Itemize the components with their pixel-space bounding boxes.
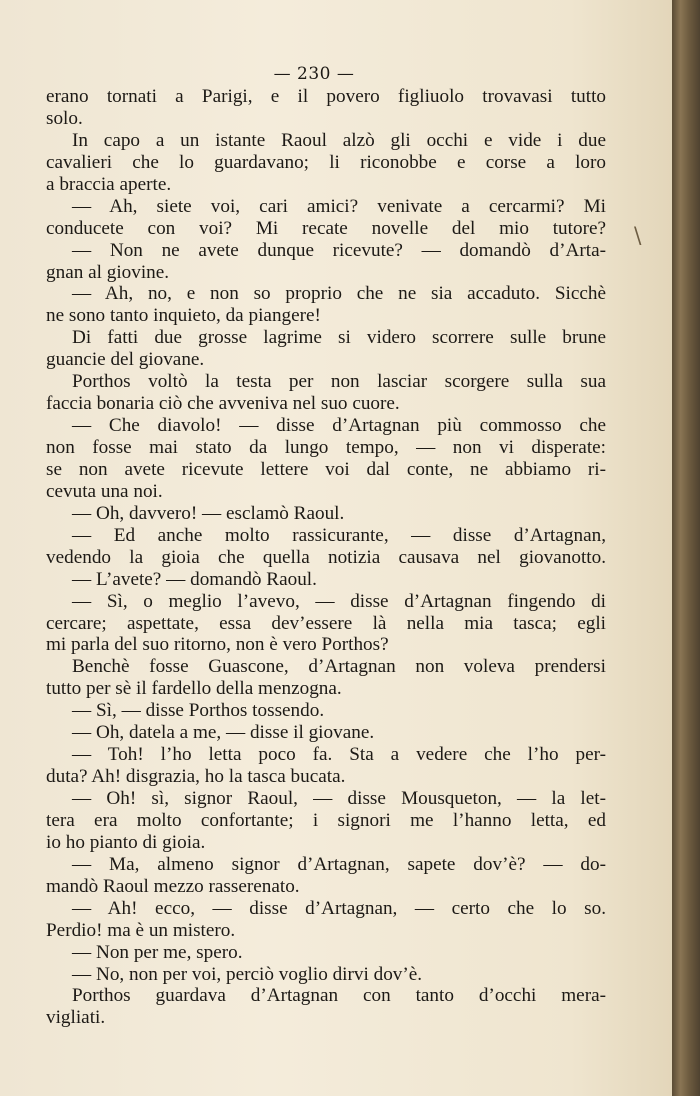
text-line: gnan al giovine. (46, 261, 170, 283)
text-line: — Sì, — disse Porthos tossendo. (72, 700, 325, 722)
text-line: faccia bonaria ciò che avveniva nel suo cuore. (46, 393, 400, 415)
text-line: Perdio! ma è un mistero. (46, 919, 236, 941)
text-line: In capo a un istante Raoul alzò gli occhi e vide i due (72, 129, 606, 151)
text-line: — Toh! l’ho letta poco fa. Sta a vedere che l’ho per- (72, 744, 606, 766)
text-line: — Ed anche molto rassicurante, — disse d’Artagnan, (72, 524, 606, 546)
text-line: Benchè fosse Guascone, d’Artagnan non voleva prendersi (72, 656, 606, 678)
text-line: cercare; aspettate, essa dev’essere là nella mia tasca; egli (46, 612, 606, 634)
text-line: se non avete ricevute lettere voi dal conte, ne abbiamo ri- (46, 458, 606, 480)
text-line: vigliati. (46, 1007, 106, 1029)
margin-pencil-mark: \ (634, 224, 642, 249)
text-line: — Ma, almeno signor d’Artagnan, sapete dov’è? — do- (72, 853, 606, 875)
text-line: — Oh, davvero! — esclamò Raoul. (72, 502, 345, 524)
text-line: — Ah, no, e non so proprio che ne sia accaduto. Sicchè (72, 283, 606, 305)
text-line: mandò Raoul mezzo rasserenato. (46, 875, 300, 897)
text-line: non fosse mai stato da lungo tempo, — non vi disperate: (46, 437, 606, 458)
text-line: — L’avete? — domandò Raoul. (72, 568, 317, 590)
text-line: duta? Ah! disgrazia, ho la tasca bucata. (46, 766, 346, 788)
page-body-text (46, 86, 606, 1029)
text-line: guancie del giovane. (46, 349, 205, 371)
text-line: conducete con voi? Mi recate novelle del mio tutore? (46, 217, 606, 239)
text-line: cavalieri che lo guardavano; li riconobbe e corse a loro (46, 151, 606, 173)
text-line: Di fatti due grosse lagrime si videro scorrere sulle brune (72, 327, 606, 349)
text-line: — Non per me, spero. (72, 941, 243, 963)
text-line: tutto per sè il fardello della menzogna. (46, 678, 342, 700)
book-spine (672, 0, 700, 1096)
text-line: io ho pianto di gioia. (46, 831, 206, 853)
page-number: — 230 — (273, 64, 355, 84)
text-line: erano tornati a Parigi, e il povero figliuolo trovavasi tutto (46, 86, 606, 107)
text-line: a braccia aperte. (46, 173, 172, 195)
text-line: solo. (46, 107, 83, 129)
text-line: — Sì, o meglio l’avevo, — disse d’Artagnan fingendo di (72, 590, 606, 612)
text-line: — Oh! sì, signor Raoul, — disse Mousqueton, — la let- (72, 788, 606, 809)
text-line: cevuta una noi. (46, 480, 163, 502)
text-line: — No, non per voi, perciò voglio dirvi dov’è. (72, 963, 423, 985)
text-line: Porthos guardava d’Artagnan con tanto d’occhi mera- (72, 985, 606, 1007)
text-line: ne sono tanto inquieto, da piangere! (46, 305, 321, 327)
text-line: — Ah, siete voi, cari amici? venivate a cercarmi? Mi (72, 195, 606, 217)
text-line: — Ah! ecco, — disse d’Artagnan, — certo che lo so. (72, 897, 606, 919)
text-line: mi parla del suo ritorno, non è vero Porthos? (46, 634, 389, 656)
text-line: — Non ne avete dunque ricevute? — domandò d’Arta- (72, 239, 606, 261)
text-line: — Che diavolo! — disse d’Artagnan più commosso che (72, 415, 606, 437)
text-line: Porthos voltò la testa per non lasciar scorgere sulla sua (72, 371, 606, 393)
text-line: vedendo la gioia che quella notizia causava nel giovanotto. (46, 546, 606, 568)
text-line: — Oh, datela a me, — disse il giovane. (72, 722, 375, 744)
text-line: tera era molto confortante; i signori me l’hanno letta, ed (46, 809, 606, 831)
